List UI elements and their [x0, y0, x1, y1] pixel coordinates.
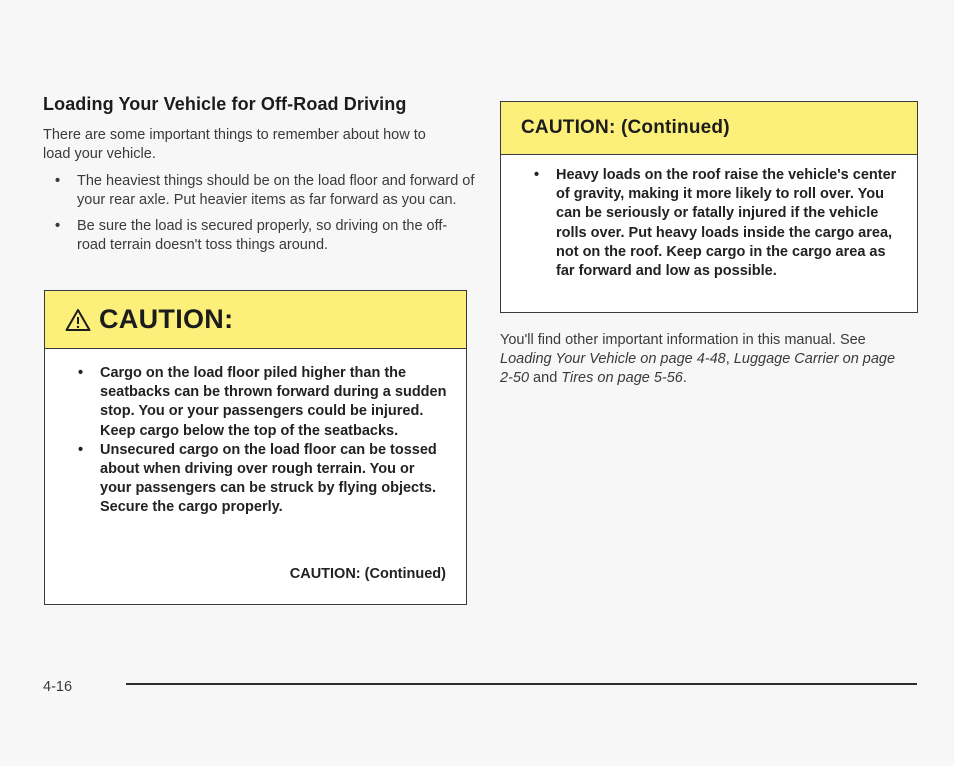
- list-item-text: Be sure the load is secured properly, so driving on the off-road terrain doesn't toss things around.: [77, 218, 448, 253]
- caution-box: [44, 290, 467, 605]
- list-item: [55, 172, 475, 210]
- warning-triangle-icon: [65, 308, 91, 332]
- caution-continued-label: CAUTION: (Continued): [289, 566, 446, 582]
- section-heading: Loading Your Vehicle for Off-Road Driving: [43, 94, 407, 114]
- separator-text: ,: [725, 351, 734, 367]
- bullet-icon: •: [78, 365, 84, 381]
- list-item-text: Unsecured cargo on the load floor can be tossed about when driving over rough terrain. You or your passengers can be struck by flying objects. Secure the cargo properly.: [100, 441, 437, 516]
- caution-continued-box: [500, 101, 918, 313]
- loading-tips-list: [55, 172, 475, 262]
- caution-list: [534, 166, 899, 281]
- paragraph-text: You'll find other important information in this manual. See: [500, 332, 866, 348]
- list-item-text: The heaviest things should be on the load floor and forward of your rear axle. Put heavier items as far forward as you can.: [77, 173, 475, 208]
- caution-header: [501, 102, 917, 155]
- list-item: [534, 166, 899, 281]
- paragraph-end: .: [682, 370, 687, 386]
- bullet-icon: •: [78, 441, 84, 458]
- cross-reference-link: Tires on page 5-56: [561, 370, 683, 386]
- bullet-icon: •: [55, 173, 61, 189]
- intro-paragraph: There are some important things to remember about how to load your vehicle.: [43, 127, 426, 162]
- list-item-text: Cargo on the load floor piled higher than the seatbacks can be thrown forward during a sudden stop. You or your passengers could be injured. Keep cargo below the top of the seatbacks.: [100, 365, 447, 439]
- footer-divider: [126, 683, 917, 685]
- list-item: [78, 364, 448, 441]
- list-item-text: Heavy loads on the roof raise the vehicle's center of gravity, making it more likely to roll over. You can be seriously or fatally injured if the vehicle rolls over. Put heavy loads inside the cargo area, not on the roof. Keep cargo in the cargo area as far forward and low as possible.: [556, 167, 897, 280]
- separator-text: and: [529, 370, 562, 386]
- caution-title: CAUTION: (Continued): [521, 117, 730, 138]
- caution-title: CAUTION:: [99, 304, 234, 334]
- list-item: [78, 441, 448, 518]
- page-number: 4-16: [43, 679, 73, 695]
- cross-reference-link: Loading Your Vehicle on page 4-48: [500, 351, 726, 367]
- caution-header: [45, 291, 466, 349]
- cross-reference-paragraph: [500, 331, 910, 388]
- list-item: [55, 217, 475, 255]
- caution-list: [78, 364, 448, 518]
- bullet-icon: •: [534, 167, 540, 183]
- cross-reference-link: Luggage Carrier on page 2-50: [500, 351, 896, 386]
- bullet-icon: •: [55, 218, 61, 234]
